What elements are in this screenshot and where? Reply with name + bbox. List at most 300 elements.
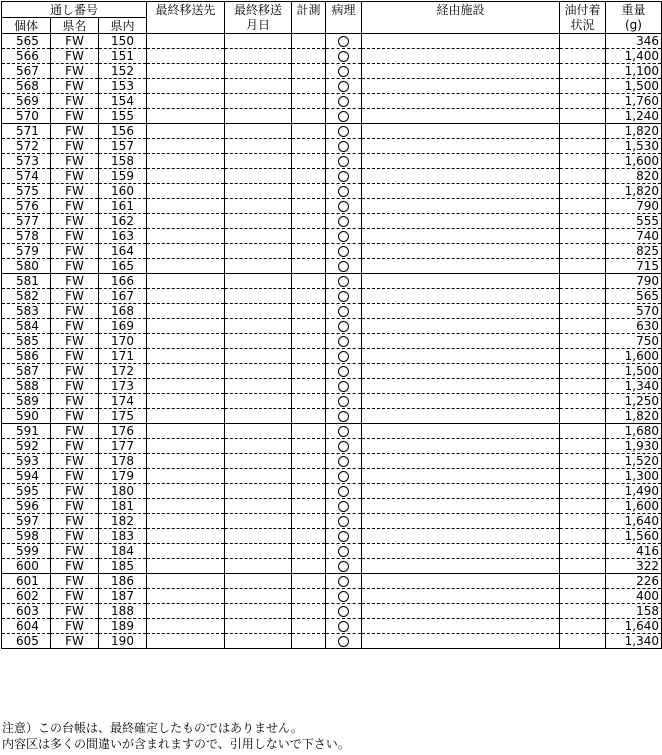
cell-date	[225, 199, 292, 214]
cell-pathology	[326, 379, 362, 394]
cell-weight: 1,600	[606, 349, 662, 364]
header-date-bottom: 月日	[225, 18, 292, 34]
cell-dest	[147, 229, 225, 244]
cell-pref: FW	[51, 634, 99, 649]
cell-dest	[147, 454, 225, 469]
cell-pref: FW	[51, 424, 99, 439]
cell-facility	[362, 439, 560, 454]
cell-individual: 582	[2, 289, 51, 304]
pathology-mark-icon	[338, 576, 349, 587]
table-row	[2, 214, 662, 229]
pathology-mark-icon	[338, 96, 349, 107]
table-row	[2, 319, 662, 334]
cell-date	[225, 304, 292, 319]
cell-oil	[560, 109, 606, 124]
cell-in-pref: 151	[99, 49, 147, 64]
cell-pathology	[326, 409, 362, 424]
cell-oil	[560, 34, 606, 49]
cell-date	[225, 499, 292, 514]
table-row	[2, 244, 662, 259]
cell-measure	[292, 634, 326, 649]
cell-individual: 568	[2, 79, 51, 94]
cell-dest	[147, 439, 225, 454]
cell-oil	[560, 499, 606, 514]
table-row	[2, 424, 662, 439]
cell-pref: FW	[51, 349, 99, 364]
cell-measure	[292, 454, 326, 469]
cell-date	[225, 589, 292, 604]
table-row	[2, 184, 662, 199]
cell-facility	[362, 559, 560, 574]
cell-date	[225, 364, 292, 379]
cell-facility	[362, 334, 560, 349]
cell-measure	[292, 514, 326, 529]
cell-date	[225, 64, 292, 79]
cell-dest	[147, 484, 225, 499]
cell-dest	[147, 424, 225, 439]
cell-pathology	[326, 394, 362, 409]
cell-pathology	[326, 319, 362, 334]
header-row-bottom	[2, 18, 662, 34]
header-individual: 個体	[2, 18, 51, 34]
cell-pathology	[326, 514, 362, 529]
cell-individual: 595	[2, 484, 51, 499]
cell-date	[225, 469, 292, 484]
cell-individual: 565	[2, 34, 51, 49]
cell-measure	[292, 214, 326, 229]
cell-pref: FW	[51, 574, 99, 589]
cell-oil	[560, 169, 606, 184]
cell-in-pref: 187	[99, 589, 147, 604]
cell-pref: FW	[51, 289, 99, 304]
cell-facility	[362, 394, 560, 409]
table-row	[2, 499, 662, 514]
cell-measure	[292, 79, 326, 94]
cell-dest	[147, 124, 225, 139]
cell-measure	[292, 604, 326, 619]
table-row	[2, 454, 662, 469]
table-row	[2, 34, 662, 49]
cell-dest	[147, 619, 225, 634]
cell-pathology	[326, 139, 362, 154]
pathology-mark-icon	[338, 546, 349, 557]
cell-oil	[560, 439, 606, 454]
cell-in-pref: 153	[99, 79, 147, 94]
cell-pathology	[326, 274, 362, 289]
cell-in-pref: 166	[99, 274, 147, 289]
cell-individual: 572	[2, 139, 51, 154]
cell-oil	[560, 139, 606, 154]
cell-facility	[362, 64, 560, 79]
cell-weight: 1,680	[606, 424, 662, 439]
cell-pathology	[326, 469, 362, 484]
cell-individual: 571	[2, 124, 51, 139]
cell-individual: 601	[2, 574, 51, 589]
cell-pref: FW	[51, 169, 99, 184]
cell-in-pref: 150	[99, 34, 147, 49]
header-weight-top: 重量	[606, 2, 662, 18]
cell-pref: FW	[51, 454, 99, 469]
cell-in-pref: 171	[99, 349, 147, 364]
cell-in-pref: 172	[99, 364, 147, 379]
cell-dest	[147, 259, 225, 274]
cell-pref: FW	[51, 199, 99, 214]
cell-dest	[147, 514, 225, 529]
cell-oil	[560, 259, 606, 274]
cell-individual: 598	[2, 529, 51, 544]
cell-dest	[147, 64, 225, 79]
cell-pathology	[326, 289, 362, 304]
pathology-mark-icon	[338, 51, 349, 62]
cell-date	[225, 574, 292, 589]
cell-facility	[362, 109, 560, 124]
cell-measure	[292, 484, 326, 499]
cell-in-pref: 181	[99, 499, 147, 514]
cell-pref: FW	[51, 529, 99, 544]
cell-pref: FW	[51, 64, 99, 79]
cell-oil	[560, 79, 606, 94]
cell-dest	[147, 304, 225, 319]
cell-measure	[292, 229, 326, 244]
cell-in-pref: 175	[99, 409, 147, 424]
cell-date	[225, 274, 292, 289]
cell-oil	[560, 274, 606, 289]
cell-individual: 577	[2, 214, 51, 229]
table-row	[2, 154, 662, 169]
cell-dest	[147, 109, 225, 124]
cell-pathology	[326, 34, 362, 49]
cell-date	[225, 439, 292, 454]
cell-oil	[560, 589, 606, 604]
cell-pref: FW	[51, 244, 99, 259]
cell-pref: FW	[51, 79, 99, 94]
cell-pathology	[326, 529, 362, 544]
cell-facility	[362, 229, 560, 244]
cell-pathology	[326, 259, 362, 274]
cell-measure	[292, 574, 326, 589]
cell-pref: FW	[51, 544, 99, 559]
cell-in-pref: 185	[99, 559, 147, 574]
cell-measure	[292, 409, 326, 424]
cell-date	[225, 244, 292, 259]
cell-individual: 574	[2, 169, 51, 184]
cell-facility	[362, 184, 560, 199]
cell-individual: 584	[2, 319, 51, 334]
cell-oil	[560, 199, 606, 214]
cell-facility	[362, 304, 560, 319]
cell-individual: 569	[2, 94, 51, 109]
cell-date	[225, 229, 292, 244]
cell-oil	[560, 64, 606, 79]
cell-dest	[147, 139, 225, 154]
cell-date	[225, 319, 292, 334]
cell-facility	[362, 274, 560, 289]
cell-facility	[362, 244, 560, 259]
cell-date	[225, 259, 292, 274]
cell-pref: FW	[51, 214, 99, 229]
cell-pref: FW	[51, 484, 99, 499]
cell-oil	[560, 304, 606, 319]
cell-weight: 1,300	[606, 469, 662, 484]
table-row	[2, 589, 662, 604]
cell-pathology	[326, 619, 362, 634]
cell-in-pref: 161	[99, 199, 147, 214]
cell-pathology	[326, 334, 362, 349]
pathology-mark-icon	[338, 381, 349, 392]
cell-in-pref: 164	[99, 244, 147, 259]
table-row	[2, 544, 662, 559]
cell-oil	[560, 379, 606, 394]
pathology-mark-icon	[338, 561, 349, 572]
cell-facility	[362, 454, 560, 469]
cell-date	[225, 109, 292, 124]
cell-individual: 578	[2, 229, 51, 244]
cell-pathology	[326, 499, 362, 514]
cell-in-pref: 184	[99, 544, 147, 559]
pathology-mark-icon	[338, 291, 349, 302]
note-line-1: 注意）この台帳は、最終確定したものではありません。	[2, 721, 303, 735]
cell-weight: 1,400	[606, 49, 662, 64]
cell-individual: 566	[2, 49, 51, 64]
cell-oil	[560, 49, 606, 64]
header-measure-blank	[292, 18, 326, 34]
table-row	[2, 409, 662, 424]
cell-dest	[147, 199, 225, 214]
cell-weight: 1,340	[606, 379, 662, 394]
cell-facility	[362, 154, 560, 169]
cell-date	[225, 604, 292, 619]
cell-oil	[560, 574, 606, 589]
table-row	[2, 559, 662, 574]
cell-dest	[147, 529, 225, 544]
cell-pathology	[326, 214, 362, 229]
cell-dest	[147, 289, 225, 304]
pathology-mark-icon	[338, 156, 349, 167]
cell-facility	[362, 469, 560, 484]
cell-dest	[147, 394, 225, 409]
cell-date	[225, 619, 292, 634]
cell-facility	[362, 169, 560, 184]
cell-dest	[147, 244, 225, 259]
cell-dest	[147, 364, 225, 379]
cell-pref: FW	[51, 49, 99, 64]
header-dest: 最終移送先	[147, 2, 225, 18]
cell-dest	[147, 559, 225, 574]
cell-individual: 592	[2, 439, 51, 454]
cell-date	[225, 349, 292, 364]
cell-pref: FW	[51, 304, 99, 319]
table-row	[2, 379, 662, 394]
cell-date	[225, 484, 292, 499]
header-measure: 計測	[292, 2, 326, 18]
cell-pref: FW	[51, 334, 99, 349]
table-row	[2, 604, 662, 619]
cell-facility	[362, 634, 560, 649]
cell-pref: FW	[51, 439, 99, 454]
cell-dest	[147, 544, 225, 559]
table-row	[2, 439, 662, 454]
header-date-top: 最終移送	[225, 2, 292, 18]
cell-date	[225, 514, 292, 529]
cell-weight: 1,600	[606, 154, 662, 169]
cell-facility	[362, 499, 560, 514]
pathology-mark-icon	[338, 396, 349, 407]
cell-facility	[362, 544, 560, 559]
cell-dest	[147, 574, 225, 589]
cell-pref: FW	[51, 394, 99, 409]
cell-dest	[147, 469, 225, 484]
cell-pref: FW	[51, 319, 99, 334]
cell-individual: 591	[2, 424, 51, 439]
cell-weight: 1,530	[606, 139, 662, 154]
cell-facility	[362, 319, 560, 334]
table-row	[2, 394, 662, 409]
cell-individual: 590	[2, 409, 51, 424]
cell-individual: 580	[2, 259, 51, 274]
cell-weight: 740	[606, 229, 662, 244]
cell-pathology	[326, 484, 362, 499]
cell-weight: 820	[606, 169, 662, 184]
cell-pref: FW	[51, 364, 99, 379]
table-row	[2, 229, 662, 244]
pathology-mark-icon	[338, 306, 349, 317]
pathology-mark-icon	[338, 426, 349, 437]
cell-individual: 587	[2, 364, 51, 379]
cell-measure	[292, 334, 326, 349]
cell-oil	[560, 409, 606, 424]
pathology-mark-icon	[338, 441, 349, 452]
pathology-mark-icon	[338, 411, 349, 422]
cell-pref: FW	[51, 589, 99, 604]
cell-date	[225, 394, 292, 409]
cell-dest	[147, 94, 225, 109]
cell-oil	[560, 334, 606, 349]
cell-dest	[147, 274, 225, 289]
cell-date	[225, 79, 292, 94]
cell-dest	[147, 214, 225, 229]
cell-oil	[560, 319, 606, 334]
cell-in-pref: 183	[99, 529, 147, 544]
pathology-mark-icon	[338, 621, 349, 632]
cell-dest	[147, 34, 225, 49]
cell-pathology	[326, 109, 362, 124]
cell-measure	[292, 64, 326, 79]
cell-individual: 604	[2, 619, 51, 634]
cell-weight: 226	[606, 574, 662, 589]
cell-weight: 1,640	[606, 619, 662, 634]
table-row	[2, 349, 662, 364]
cell-oil	[560, 214, 606, 229]
cell-pathology	[326, 454, 362, 469]
cell-facility	[362, 79, 560, 94]
cell-weight: 416	[606, 544, 662, 559]
cell-dest	[147, 169, 225, 184]
cell-date	[225, 49, 292, 64]
table-row	[2, 199, 662, 214]
cell-pathology	[326, 79, 362, 94]
cell-measure	[292, 94, 326, 109]
cell-pathology	[326, 364, 362, 379]
table-row	[2, 49, 662, 64]
cell-individual: 602	[2, 589, 51, 604]
cell-in-pref: 180	[99, 484, 147, 499]
cell-in-pref: 190	[99, 634, 147, 649]
cell-date	[225, 154, 292, 169]
table-row	[2, 124, 662, 139]
cell-dest	[147, 499, 225, 514]
cell-date	[225, 634, 292, 649]
cell-in-pref: 177	[99, 439, 147, 454]
cell-pref: FW	[51, 604, 99, 619]
pathology-mark-icon	[338, 606, 349, 617]
cell-pref: FW	[51, 274, 99, 289]
cell-facility	[362, 94, 560, 109]
cell-weight: 565	[606, 289, 662, 304]
table-row	[2, 529, 662, 544]
cell-facility	[362, 529, 560, 544]
cell-in-pref: 176	[99, 424, 147, 439]
cell-in-pref: 168	[99, 304, 147, 319]
cell-individual: 567	[2, 64, 51, 79]
pathology-mark-icon	[338, 501, 349, 512]
cell-in-pref: 170	[99, 334, 147, 349]
pathology-mark-icon	[338, 141, 349, 152]
pathology-mark-icon	[338, 261, 349, 272]
cell-measure	[292, 589, 326, 604]
cell-weight: 570	[606, 304, 662, 319]
cell-facility	[362, 514, 560, 529]
cell-measure	[292, 619, 326, 634]
table-row	[2, 364, 662, 379]
cell-pathology	[326, 349, 362, 364]
cell-facility	[362, 589, 560, 604]
table-row	[2, 139, 662, 154]
cell-oil	[560, 244, 606, 259]
cell-weight: 1,520	[606, 454, 662, 469]
table-row	[2, 259, 662, 274]
cell-weight: 158	[606, 604, 662, 619]
ledger-table	[1, 1, 662, 649]
cell-weight: 400	[606, 589, 662, 604]
cell-facility	[362, 124, 560, 139]
table-row	[2, 514, 662, 529]
cell-weight: 1,930	[606, 439, 662, 454]
cell-date	[225, 139, 292, 154]
cell-pref: FW	[51, 499, 99, 514]
cell-measure	[292, 469, 326, 484]
cell-individual: 570	[2, 109, 51, 124]
cell-measure	[292, 154, 326, 169]
cell-facility	[362, 604, 560, 619]
cell-measure	[292, 124, 326, 139]
cell-in-pref: 162	[99, 214, 147, 229]
cell-dest	[147, 349, 225, 364]
cell-oil	[560, 364, 606, 379]
cell-dest	[147, 379, 225, 394]
pathology-mark-icon	[338, 231, 349, 242]
cell-facility	[362, 49, 560, 64]
cell-pref: FW	[51, 34, 99, 49]
pathology-mark-icon	[338, 66, 349, 77]
cell-weight: 1,820	[606, 124, 662, 139]
cell-in-pref: 158	[99, 154, 147, 169]
cell-individual: 605	[2, 634, 51, 649]
table-row	[2, 64, 662, 79]
cell-individual: 599	[2, 544, 51, 559]
cell-dest	[147, 334, 225, 349]
cell-weight: 715	[606, 259, 662, 274]
cell-in-pref: 169	[99, 319, 147, 334]
